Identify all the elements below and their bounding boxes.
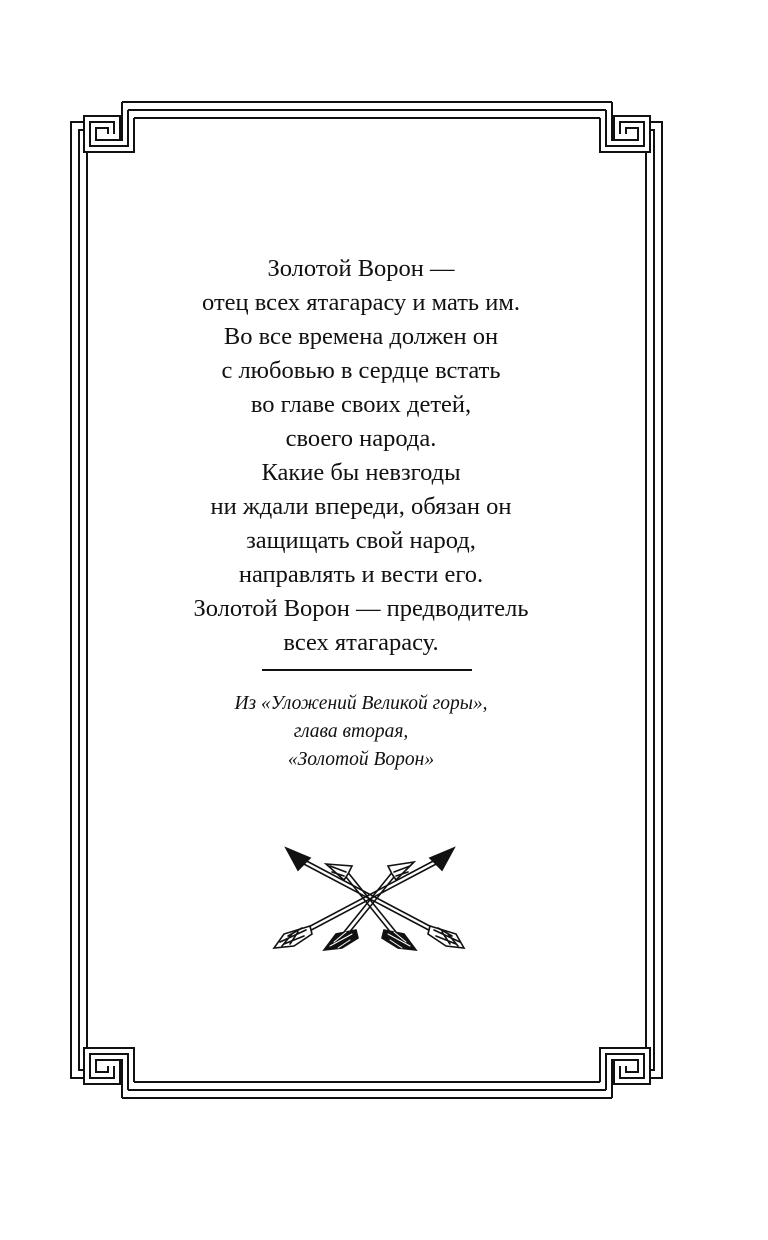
crossed-arrows-icon xyxy=(260,838,480,968)
source-line: Из «Уложений Великой горы», xyxy=(234,693,488,714)
poem-line: Во все времена должен он xyxy=(223,323,499,350)
poem-line: Какие бы невзгоды xyxy=(261,459,461,486)
epigraph-poem xyxy=(0,252,722,660)
poem-line: всех ятагарасу. xyxy=(283,629,439,656)
epigraph-source xyxy=(0,690,722,774)
poem-line: своего народа. xyxy=(285,425,437,452)
source-line: глава вторая, xyxy=(293,721,409,742)
poem-line: Золотой Ворон — xyxy=(267,255,455,282)
poem-line: ни ждали впереди, обязан он xyxy=(210,493,512,520)
poem-line: с любовью в сердце встать xyxy=(221,357,501,384)
poem-line: Золотой Ворон — предводитель xyxy=(193,595,529,622)
poem-line: направлять и вести его. xyxy=(238,561,484,588)
poem-line: во главе своих детей, xyxy=(250,391,472,418)
source-line: «Золотой Ворон» xyxy=(287,749,435,770)
poem-line: отец всех ятагарасу и мать им. xyxy=(202,289,520,316)
poem-line: защищать свой народ, xyxy=(246,527,476,554)
divider-rule xyxy=(262,669,472,671)
